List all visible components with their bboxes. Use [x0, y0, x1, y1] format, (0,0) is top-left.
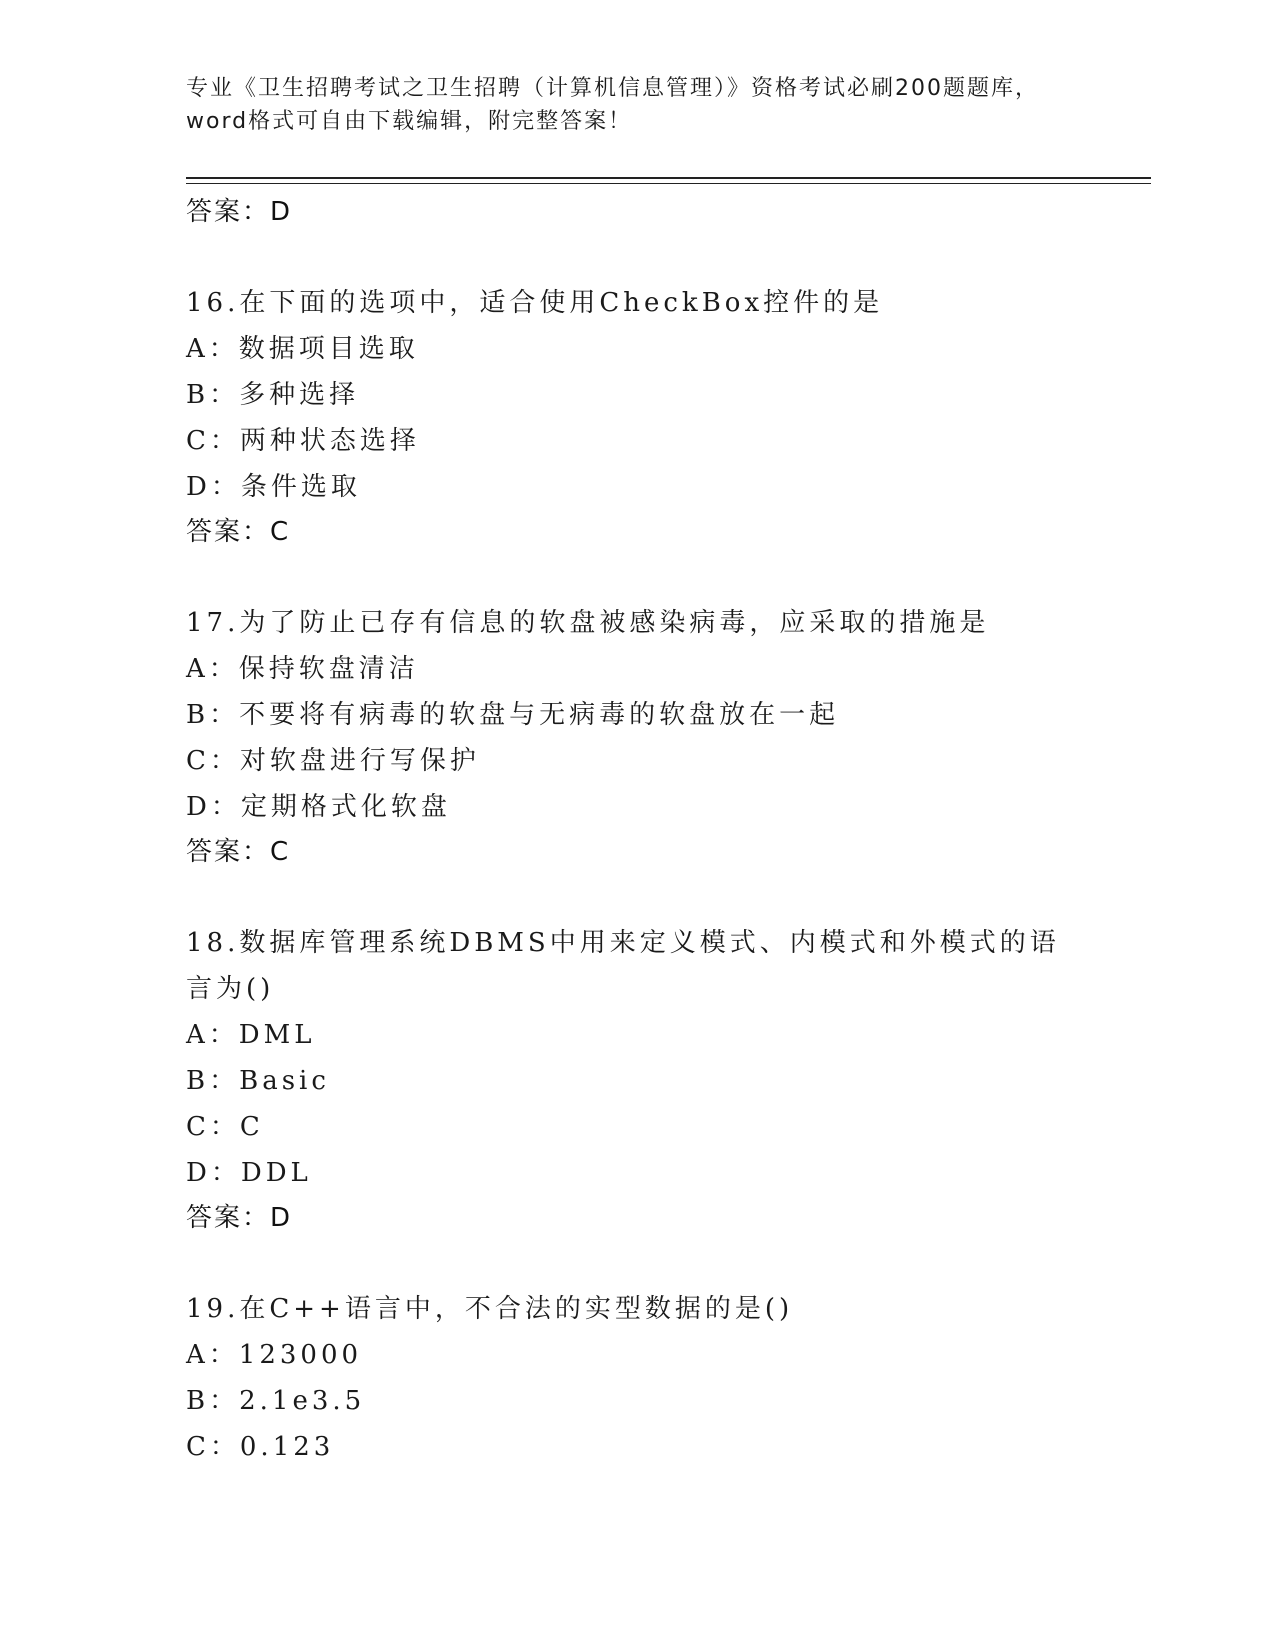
question-text: 17.为了防止已存有信息的软盘被感染病毒，应采取的措施是 [186, 608, 990, 638]
answer-line: 答案：D [186, 197, 293, 227]
question-17 [186, 600, 1086, 875]
option-d: D：DDL [186, 1158, 312, 1188]
option-c: C：对软盘进行写保护 [186, 746, 480, 776]
question-text: 19.在C++语言中，不合法的实型数据的是() [186, 1294, 794, 1324]
option-d: D：条件选取 [186, 472, 361, 502]
header-divider-thick [186, 177, 1151, 179]
option-b: B：2.1e3.5 [186, 1386, 366, 1416]
answer-line: 答案：C [186, 837, 291, 867]
option-c: C：C [186, 1112, 264, 1142]
question-19 [186, 1286, 1086, 1470]
answer-line: 答案：C [186, 517, 291, 547]
option-c: C：0.123 [186, 1432, 335, 1462]
answer-line: 答案：D [186, 1203, 293, 1233]
header-divider-thin [186, 183, 1151, 184]
option-b: B：Basic [186, 1066, 330, 1096]
option-a: A：数据项目选取 [186, 334, 419, 364]
option-b: B：不要将有病毒的软盘与无病毒的软盘放在一起 [186, 700, 840, 730]
document-header [186, 72, 1086, 138]
question-16 [186, 280, 1086, 555]
document-body [186, 190, 1086, 1470]
option-a: A：123000 [186, 1340, 363, 1370]
question-text: 16.在下面的选项中，适合使用CheckBox控件的是 [186, 288, 884, 318]
option-c: C：两种状态选择 [186, 426, 420, 456]
option-a: A：保持软盘清洁 [186, 654, 419, 684]
question-18 [186, 920, 1086, 1241]
header-line-2: word格式可自由下载编辑，附完整答案！ [186, 109, 633, 134]
option-d: D：定期格式化软盘 [186, 792, 451, 822]
option-a: A：DML [186, 1020, 316, 1050]
option-b: B：多种选择 [186, 380, 360, 410]
question-text: 18.数据库管理系统DBMS中用来定义模式、内模式和外模式的语言为() [186, 928, 1060, 1004]
header-line-1: 专业《卫生招聘考试之卫生招聘（计算机信息管理）》资格考试必刷200题题库， [186, 76, 1039, 101]
